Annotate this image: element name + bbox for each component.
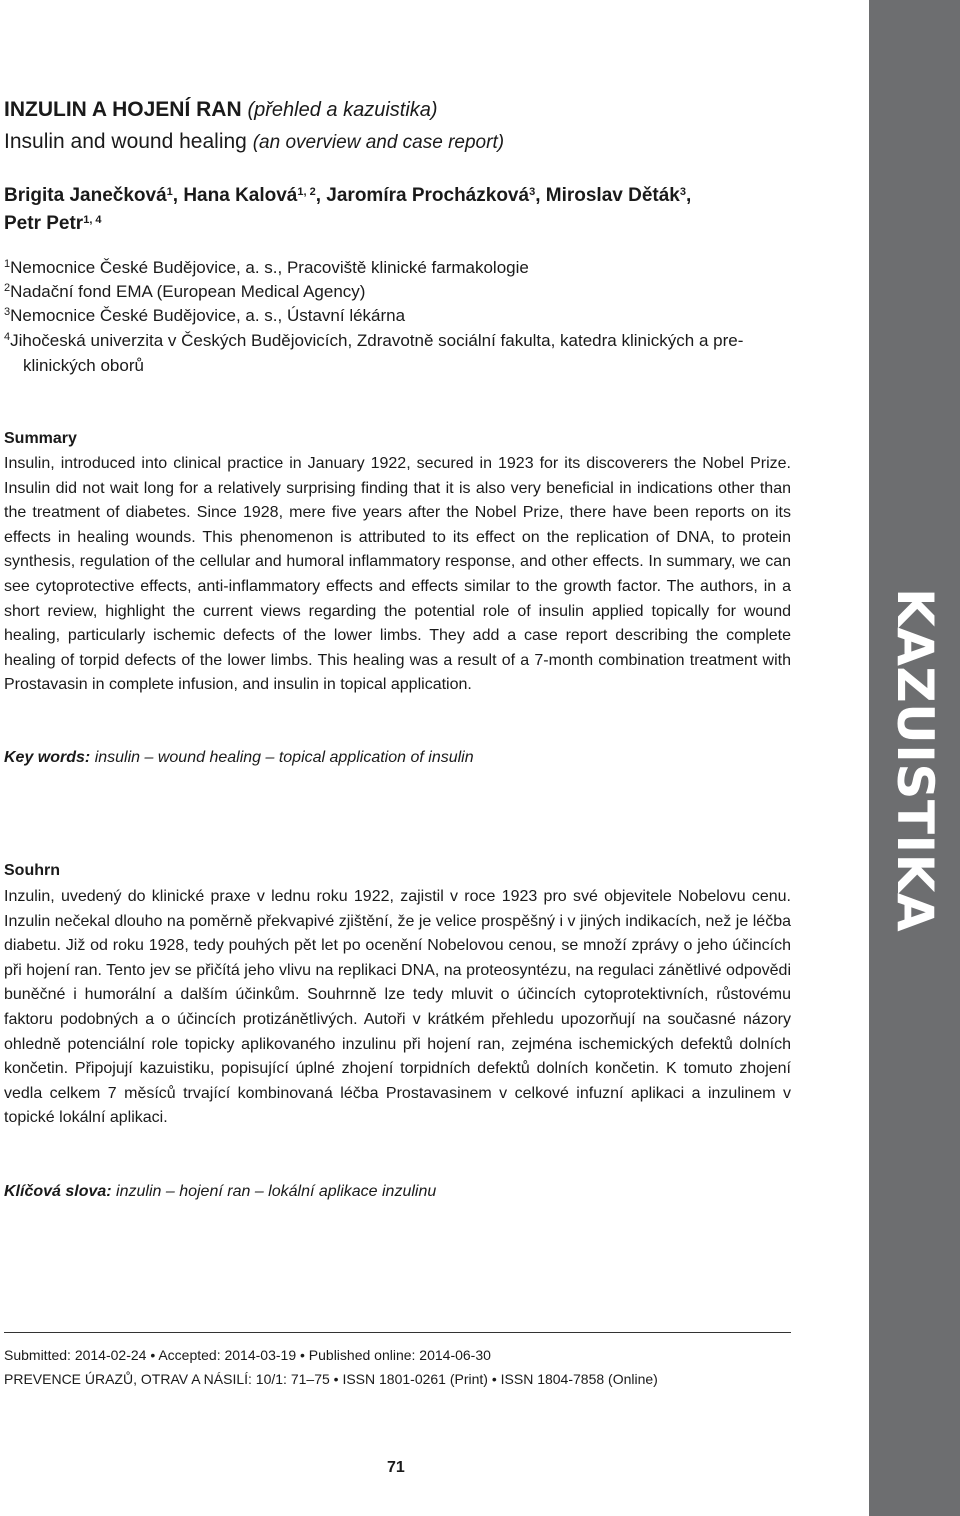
title-czech-sub: (přehled a kazuistika) — [247, 99, 438, 121]
affiliation-number: 4 — [4, 331, 11, 343]
author-affil-ref: 3 — [529, 186, 536, 198]
affiliation-text: Nadační fond EMA (European Medical Agency) — [10, 282, 366, 301]
key-words — [4, 749, 474, 767]
affiliation-text: Nemocnice České Budějovice, a. s., Ústavní lékárna — [10, 306, 406, 325]
key-words-label: Key words: — [4, 749, 91, 766]
affiliation-4-continued: klinických oborů — [23, 356, 144, 375]
author-name: Petr Petr — [4, 213, 84, 234]
klicova-slova — [4, 1183, 436, 1201]
title-english-main: Insulin and wound healing — [4, 130, 253, 153]
title-english-sub: (an overview and case report) — [252, 132, 505, 153]
title-czech-main: INZULIN A HOJENÍ RAN — [4, 98, 248, 121]
submission-dates: Submitted: 2014-02-24 • Accepted: 2014-03-19 • Published online: 2014-06-30 — [4, 1347, 491, 1363]
author-name: , Jaromíra Procházková — [315, 185, 530, 206]
section-label: KAZUISTIKA — [885, 587, 944, 933]
affiliation-1 — [4, 258, 529, 278]
affiliation-4 — [4, 331, 743, 351]
author-separator: , — [685, 185, 692, 206]
affiliation-3 — [4, 306, 405, 326]
author-name: , Hana Kalová — [172, 185, 298, 206]
souhrn-text: Inzulin, uvedený do klinické praxe v lednu roku 1922, zajistil v roce 1923 pro své objevitele Nobelovu cenu. Inzulin nečekal dlouho na poměrně překvapivé zjištění, že je velice prospěšný i v jiných indikacích, než je léčba diabetu. Již od roku 1928, tedy pouhých pět let po ocenění Nobelovou cenou, se množí zprávy o jeho účincích při hojení ran. Tento jev se přičítá jeho vlivu na replikaci DNA, na proteosyntézu, na regulaci zánětlivé odpovědi buněčné i humorální a dalším účinkům. Souhrnně lze tedy mluvit o účincích cytoprotektivních, růstovému faktoru podobných a o účincích protizánětlivých. Autoři v krátkém přehledu upozorňují na současné názory ohledně potenciální role topicky aplikovaného inzulinu při hojení ran, zejména ischemických defektů dolních končetin. Připojují kazuistiku, popisující úplné zhojení torpidních defektů dolních končetin. K tomuto zhojení vedla celkem 7 měsíců trvající kombinovaná léčba Prostavasinem v celkové infuzní aplikaci a inzulinem v topické lokální aplikaci. — [4, 888, 791, 1127]
footer-divider — [4, 1332, 791, 1333]
klicova-slova-text: inzulin – hojení ran – lokální aplikace inzulinu — [111, 1183, 437, 1200]
affiliation-2 — [4, 282, 365, 302]
section-sidebar — [869, 0, 960, 1516]
author-list — [4, 180, 764, 236]
summary-heading: Summary — [4, 430, 77, 447]
author-name: , Miroslav Děták — [535, 185, 680, 206]
title-czech — [4, 98, 438, 122]
affiliation-text: Jihočeská univerzita v Českých Budějovicích, Zdravotně sociální fakulta, katedra klinických a pre- — [10, 331, 744, 350]
summary-text: Insulin, introduced into clinical practice in January 1922, secured in 1923 for its discoverers the Nobel Prize. Insulin did not wait long for a relatively surprising finding that it is also very beneficial in indications other than the treatment of diabetes. Since 1928, mere five years after the Nobel Prize, there have been reports on its effects in healing wounds. This phenomenon is attributed to its effect on the replication of DNA, to protein synthesis, regulation of the cellular and humoral inflammatory response, and other effects. In summary, we can see cytoprotective effects, anti-inflammatory effects and effects similar to the growth factor. The authors, in a short review, highlight the current views regarding the potential role of insulin applied topically for wound healing, particularly ischemic defects of the lower limbs. They add a case report describing the complete healing of torpid defects of the lower limbs. This healing was a result of a 7-month combination treatment with Prostavasin in complete infusion, and insulin in topical application. — [4, 455, 791, 694]
author-name: Brigita Janečková — [4, 185, 167, 206]
author-affil-ref: 1 — [166, 186, 173, 198]
author-affil-ref: 1, 4 — [83, 214, 102, 226]
page-number: 71 — [387, 1459, 405, 1476]
affiliation-number: 2 — [4, 282, 11, 294]
affiliation-number: 3 — [4, 306, 11, 318]
affiliation-number: 1 — [4, 258, 11, 270]
key-words-text: insulin – wound healing – topical application of insulin — [90, 749, 474, 766]
author-affil-ref: 1, 2 — [297, 186, 316, 198]
klicova-slova-label: Klíčová slova: — [4, 1183, 112, 1200]
affiliation-text: Nemocnice České Budějovice, a. s., Pracoviště klinické farmakologie — [10, 258, 529, 277]
journal-citation: PREVENCE ÚRAZŮ, OTRAV A NÁSILÍ: 10/1: 71–75 • ISSN 1801-0261 (Print) • ISSN 1804-7858 (Online) — [4, 1371, 658, 1387]
title-english — [4, 130, 504, 154]
author-affil-ref: 3 — [679, 186, 686, 198]
souhrn-heading: Souhrn — [4, 862, 60, 879]
